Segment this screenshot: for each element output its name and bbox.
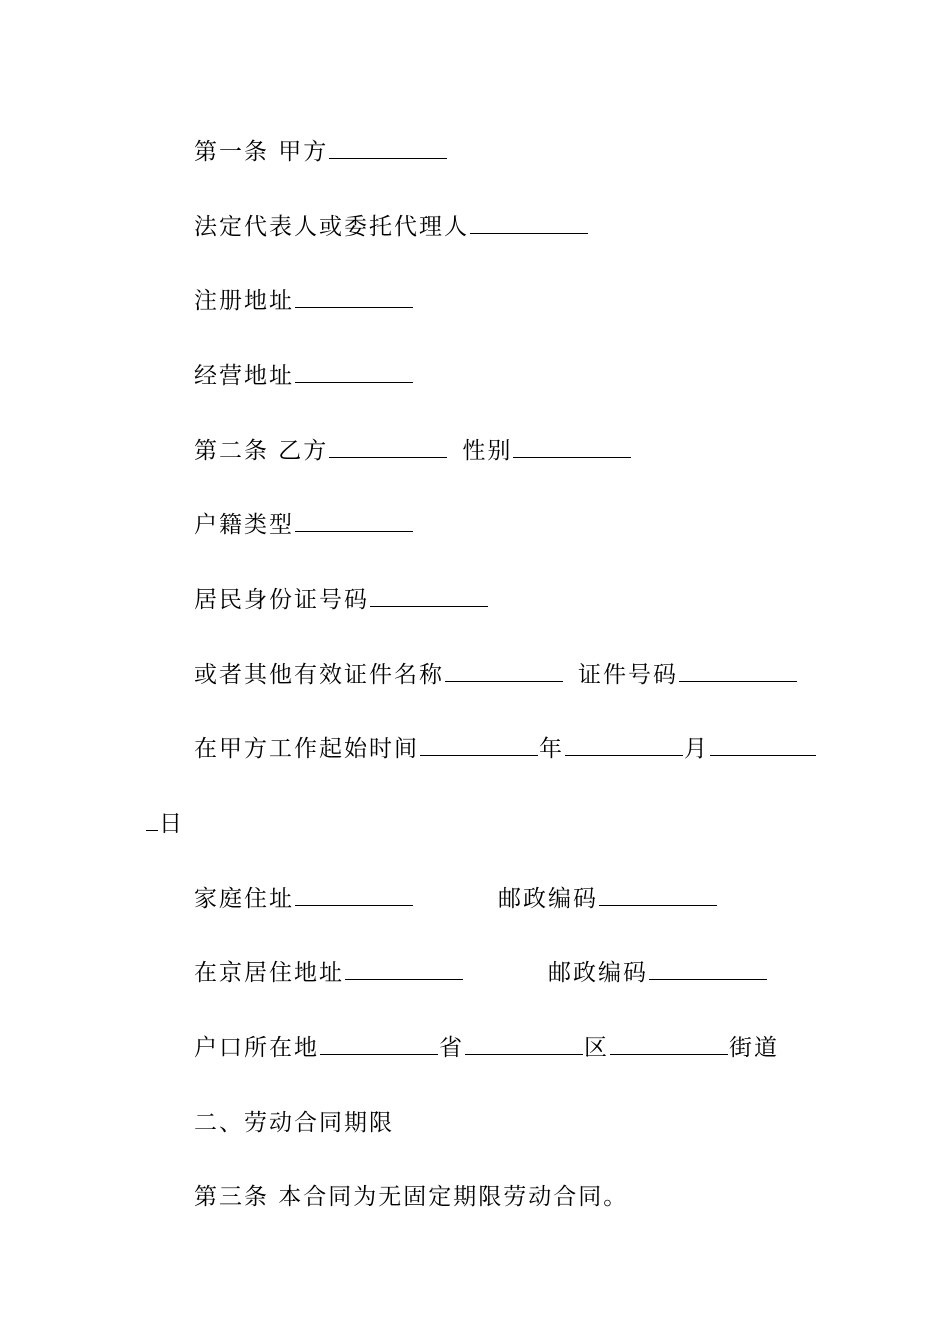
home-address-label: 家庭住址 [194,886,294,912]
year-label: 年 [539,736,564,762]
start-date-line-cont [145,809,184,839]
article-three-text: 第三条 本合同为无固定期限劳动合同。 [194,1184,629,1210]
other-id-name-blank [445,679,563,682]
other-id-number-label: 证件号码 [578,662,678,688]
registered-address-line [194,286,414,316]
beijing-postcode-label: 邮政编码 [548,960,648,986]
id-number-blank [370,604,488,607]
beijing-address-label: 在京居住地址 [194,960,344,986]
business-address-blank [295,380,413,383]
district-label: 区 [584,1035,609,1061]
home-postcode-blank [599,903,717,906]
article-three-line [194,1182,628,1212]
other-id-line [194,660,798,690]
hukou-line [194,1033,779,1063]
id-number-line [194,585,489,615]
business-address-label: 经营地址 [194,363,294,389]
legal-rep-label: 法定代表人或委托代理人 [194,214,469,240]
home-address-blank [295,903,413,906]
street-label: 街道 [729,1035,779,1061]
party-a-label: 第一条 甲方 [194,139,329,165]
party-b-line [194,436,632,466]
home-postcode-label: 邮政编码 [498,886,598,912]
gender-label: 性别 [462,438,513,464]
household-type-blank [295,529,413,532]
day-label: 日 [159,811,184,837]
hukou-province-blank [320,1052,438,1055]
id-number-label: 居民身份证号码 [194,587,369,613]
legal-rep-blank [470,231,588,234]
start-day-blank [710,753,816,756]
gender-blank [513,455,631,458]
section-title: 二、劳动合同期限 [194,1110,394,1136]
start-month-blank [565,753,683,756]
party-b-label: 第二条 乙方 [194,438,329,464]
household-type-line [194,510,414,540]
legal-rep-line [194,212,589,242]
home-address-line [194,884,718,914]
start-day-blank-cont [146,828,158,831]
party-a-blank [329,156,447,159]
start-year-blank [420,753,538,756]
party-a-line [194,137,448,167]
hukou-label: 户口所在地 [194,1035,319,1061]
hukou-district-blank [465,1052,583,1055]
beijing-address-line [194,958,768,988]
party-b-blank [329,455,447,458]
registered-address-label: 注册地址 [194,288,294,314]
other-id-number-blank [679,679,797,682]
start-date-line [194,734,817,764]
registered-address-blank [295,305,413,308]
beijing-address-blank [345,977,463,980]
beijing-postcode-blank [649,977,767,980]
month-label: 月 [684,736,709,762]
business-address-line [194,361,414,391]
start-date-label: 在甲方工作起始时间 [194,736,419,762]
province-label: 省 [439,1035,464,1061]
hukou-street-blank [610,1052,728,1055]
other-id-name-label: 或者其他有效证件名称 [194,662,444,688]
section-heading [194,1108,394,1138]
household-type-label: 户籍类型 [194,512,294,538]
